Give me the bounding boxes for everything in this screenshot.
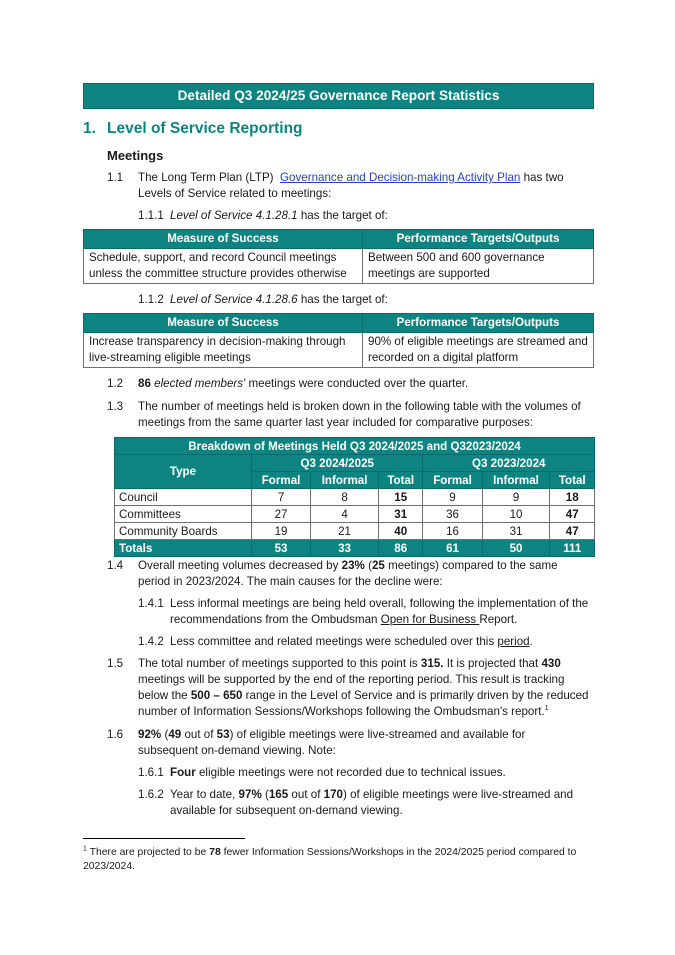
para-1-3: The number of meetings held is broken down in the following table with the volumes of meetings from the same quarter last year included for comparative purposes: (138, 400, 581, 429)
table-cell: Schedule, support, and record Council meetings unless the committee structure provides otherwise (84, 249, 363, 284)
los-ref: Level of Service 4.1.28.6 (170, 293, 298, 306)
los-ref: Level of Service 4.1.28.1 (170, 209, 298, 222)
para-text: has the target of: (297, 209, 388, 222)
para-number: 1.6 (107, 728, 124, 741)
para-text: Report. (479, 613, 518, 626)
para-text: Overall meeting volumes decreased by (138, 559, 342, 572)
table-cell: 10 (482, 506, 550, 523)
para-text: The total number of meetings supported to this point is (138, 657, 421, 670)
para-text: . (529, 635, 533, 648)
para-text: ) of eligible meetings were live-streamed and available for subsequent on-demand viewing. Note: (138, 728, 526, 757)
period-header-current: Q3 2024/2025 (252, 455, 423, 472)
para-text: meetings were conducted over the quarter. (245, 377, 469, 390)
row-type: Totals (115, 540, 252, 557)
col-header: Measure of Success (84, 230, 363, 249)
para-text: eligible meetings were not recorded due to technical issues. (195, 766, 506, 779)
subpara-1-1-1 (170, 208, 595, 224)
activity-plan-link[interactable]: Governance and Decision-making Activity Plan (280, 171, 521, 184)
col-header: Formal (423, 472, 482, 489)
underlined-text: period (497, 635, 530, 648)
row-type: Council (115, 489, 252, 506)
type-header: Type (115, 455, 252, 489)
para-text: out of (181, 728, 217, 741)
underlined-text: Open for Business (380, 613, 480, 626)
table-cell: 40 (379, 523, 423, 540)
para-text: It is projected that (443, 657, 542, 670)
table-cell: Between 500 and 600 governance meetings are supported (363, 249, 594, 284)
col-header: Measure of Success (84, 314, 363, 333)
table-cell: 31 (379, 506, 423, 523)
table-cell: 8 (311, 489, 379, 506)
footnote-ref[interactable]: 1 (544, 705, 549, 713)
para-text: Year to date, (170, 788, 239, 801)
subpara-1-6-2 (170, 787, 585, 819)
subpara-number: 1.4.2 (138, 635, 164, 648)
para-text: out of (288, 788, 324, 801)
row-type: Community Boards (115, 523, 252, 540)
col-header: Total (379, 472, 423, 489)
table-cell: 47 (550, 506, 595, 523)
col-header: Total (550, 472, 595, 489)
bold-value: 53 (216, 728, 230, 741)
para-text: ) of eligible meetings were live-streamed and available for subsequent on-demand viewing. (170, 788, 574, 817)
para-text: has two Levels of Service related to meetings: (138, 171, 564, 200)
col-header: Performance Targets/Outputs (363, 314, 594, 333)
para-text: The Long Term Plan (LTP) (138, 171, 274, 184)
bold-value: 500 – 650 (190, 689, 243, 702)
table-cell: 7 (252, 489, 311, 506)
col-header: Informal (311, 472, 379, 489)
bold-value: 170 (323, 788, 343, 801)
table-row (115, 506, 595, 523)
bold-value: 49 (168, 728, 182, 741)
para-text: meetings) compared to the same period in 2023/2024. The main causes for the decline were: (138, 559, 558, 588)
para-text: ( (161, 728, 169, 741)
table-cell: Increase transparency in decision-making through live-streaming eligible meetings (84, 333, 363, 368)
subheading-meetings: Meetings (107, 148, 164, 163)
table-cell: 31 (482, 523, 550, 540)
table-cell: 36 (423, 506, 482, 523)
measure-table-1 (83, 229, 594, 284)
col-header: Performance Targets/Outputs (363, 230, 594, 249)
para-number: 1.2 (107, 377, 124, 390)
bold-value: Four (170, 766, 196, 779)
table-cell: 19 (252, 523, 311, 540)
subpara-number: 1.6.2 (138, 788, 164, 801)
para-1-6 (138, 727, 558, 759)
table-cell: 53 (252, 540, 311, 557)
section-heading (83, 121, 303, 137)
para-1-5 (138, 656, 594, 720)
table-cell: 9 (482, 489, 550, 506)
subpara-number: 1.1.2 (138, 293, 164, 306)
row-type: Committees (115, 506, 252, 523)
section-title: Level of Service Reporting (107, 120, 303, 137)
subpara-1-6-1 (170, 765, 595, 781)
table-cell: 47 (550, 523, 595, 540)
para-1-2 (138, 376, 598, 392)
table-cell: 16 (423, 523, 482, 540)
bold-value: 315. (420, 657, 444, 670)
subpara-number: 1.6.1 (138, 766, 164, 779)
table-cell: 111 (550, 540, 595, 557)
table-cell: 4 (311, 506, 379, 523)
para-text: range in the Level of Service and is primarily driven by the reduced number of Information Sessions/Workshops following the Ombudsman's report. (138, 689, 589, 718)
breakdown-table (114, 437, 595, 557)
breakdown-title: Breakdown of Meetings Held Q3 2024/2025 and Q32023/2024 (115, 438, 595, 455)
para-text: fewer Information Sessions/Workshops in the 2024/2025 period compared to 2023/2024. (83, 847, 577, 872)
table-cell: 33 (311, 540, 379, 557)
para-1-4 (138, 558, 568, 590)
table-cell: 61 (423, 540, 482, 557)
para-text: Less informal meetings are being held overall, following the implementation of the recommendations from the Ombudsman (170, 597, 589, 626)
para-text: has the target of: (297, 293, 388, 306)
section-number: 1. (83, 120, 96, 137)
table-cell: 50 (482, 540, 550, 557)
para-number: 1.3 (107, 400, 124, 413)
report-banner: Detailed Q3 2024/25 Governance Report Statistics (83, 83, 594, 109)
footnote (83, 846, 593, 874)
bold-value: 430 (541, 657, 561, 670)
col-header: Formal (252, 472, 311, 489)
subpara-number: 1.4.1 (138, 597, 164, 610)
bold-value: 86 (138, 377, 151, 390)
table-cell: 21 (311, 523, 379, 540)
table-cell: 90% of eligible meetings are streamed and recorded on a digital platform (363, 333, 594, 368)
period-header-prior: Q3 2023/2024 (423, 455, 595, 472)
bold-value: 25 (371, 559, 385, 572)
para-text: ( (261, 788, 269, 801)
para-text: There are projected to be (86, 847, 210, 858)
bold-value: 23% (341, 559, 365, 572)
para-number: 1.5 (107, 657, 124, 670)
col-header: Informal (482, 472, 550, 489)
table-cell: 9 (423, 489, 482, 506)
table-cell: 27 (252, 506, 311, 523)
subpara-1-4-2 (170, 634, 595, 650)
para-text: Less committee and related meetings were scheduled over this (170, 635, 498, 648)
footnote-divider (83, 838, 245, 839)
subpara-1-1-2 (170, 292, 595, 308)
bold-value: 165 (268, 788, 289, 801)
italic-text: elected members' (150, 377, 246, 390)
para-text: ( (364, 559, 372, 572)
table-row (115, 523, 595, 540)
table-cell: 15 (379, 489, 423, 506)
footnote-marker: 1 (83, 845, 87, 853)
table-cell: 86 (379, 540, 423, 557)
para-1-1 (138, 170, 588, 202)
totals-row (115, 540, 595, 557)
subpara-1-4-1 (170, 596, 590, 628)
bold-value: 97% (238, 788, 262, 801)
bold-value: 92% (138, 728, 162, 741)
para-number: 1.4 (107, 559, 124, 572)
para-text: meetings will be supported by the end of the reporting period. This result is tracking below the (138, 673, 565, 702)
table-cell: 18 (550, 489, 595, 506)
bold-value: 78 (209, 847, 221, 858)
subpara-number: 1.1.1 (138, 209, 164, 222)
table-row (115, 489, 595, 506)
para-number: 1.1 (107, 171, 124, 184)
measure-table-2 (83, 313, 594, 368)
